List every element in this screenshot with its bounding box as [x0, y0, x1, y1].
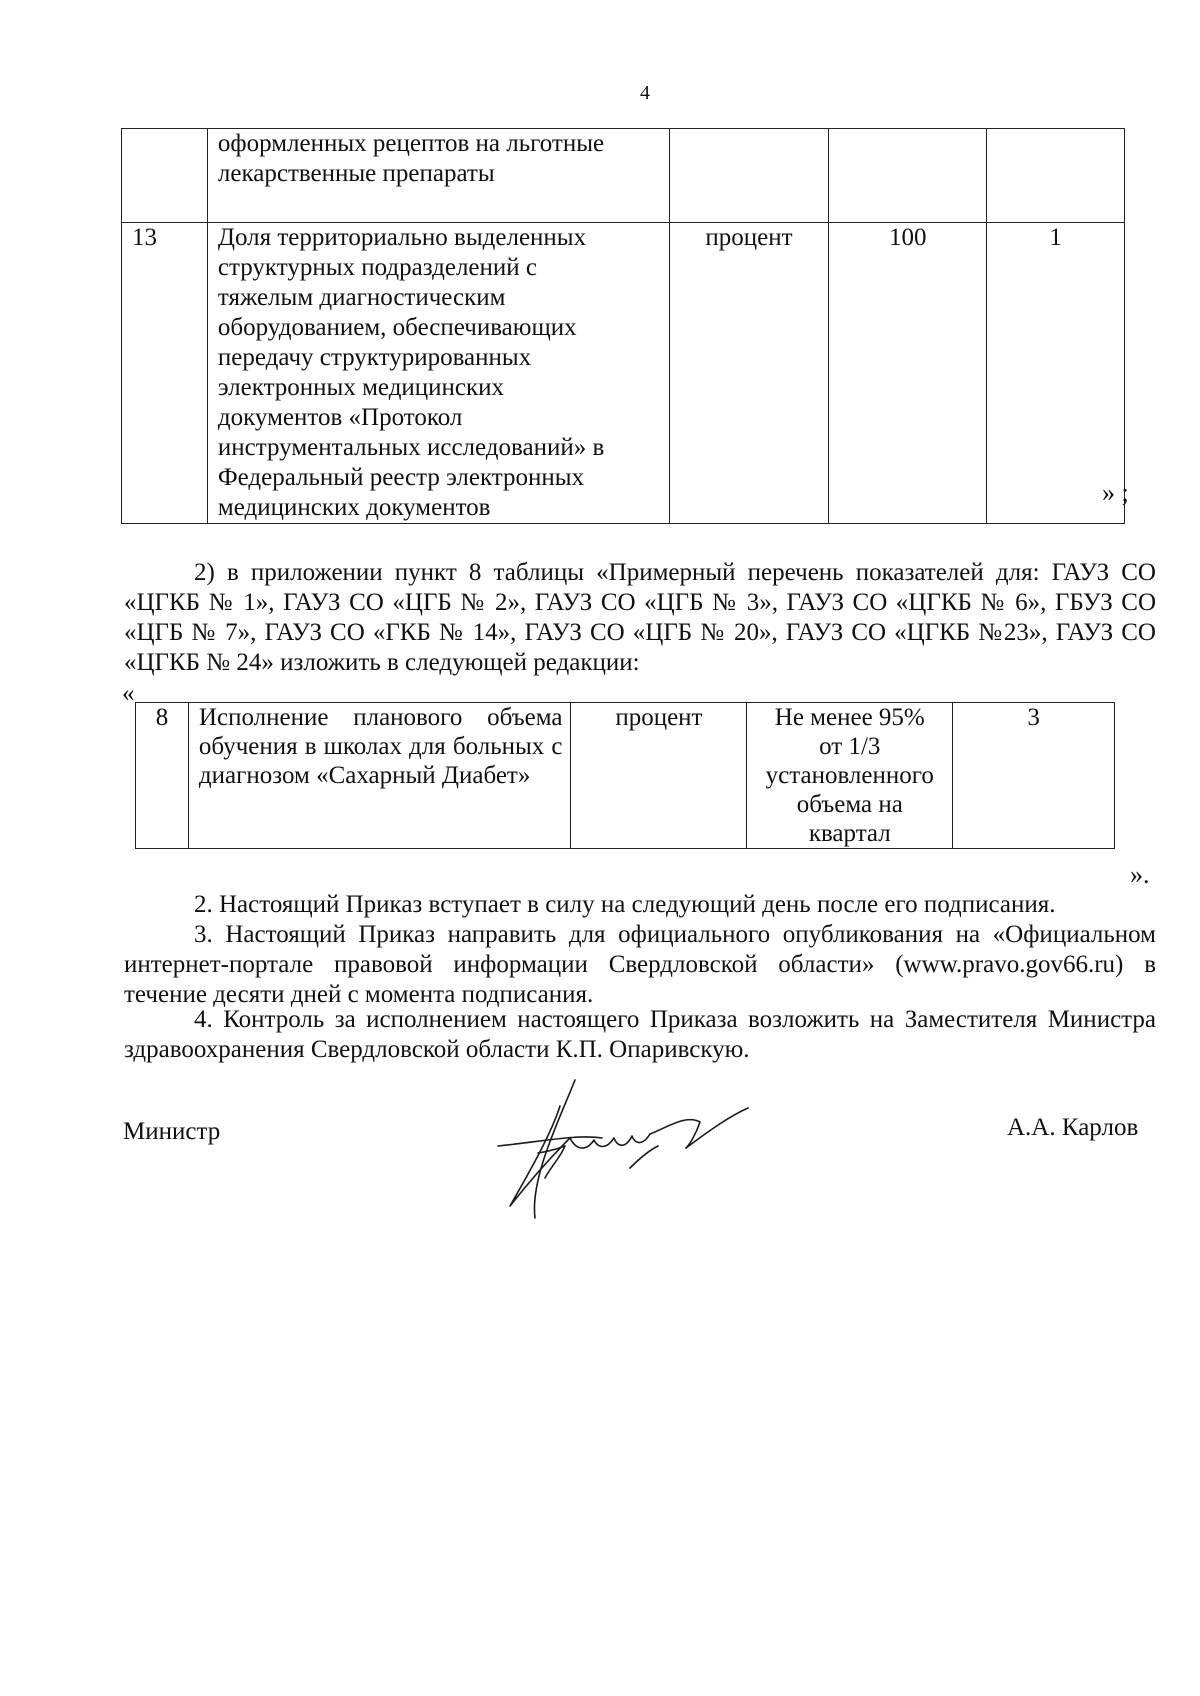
description-line: электронных медицинских [217, 374, 505, 401]
row-unit: процент [571, 703, 747, 849]
value-line: квартал [808, 820, 891, 847]
description-line: передачу структурированных [217, 344, 532, 371]
signatory-title: Министр [123, 1118, 221, 1145]
row-value [747, 703, 953, 849]
description-line: медицинских документов [217, 494, 491, 521]
description-line: лекарственные препараты [217, 160, 495, 187]
value-line: установленного [765, 762, 934, 789]
row-number: 13 [122, 223, 208, 524]
opening-quote: « [122, 680, 135, 707]
row-description: Исполнение планового объема обучения в школах для больных с диагнозом «Сахарный Диабет» [188, 703, 571, 849]
row-weight [987, 129, 1125, 223]
row-weight: 3 [953, 703, 1115, 849]
row-description [207, 223, 669, 524]
description-line: оформленных рецептов на льготные [217, 130, 605, 157]
description-line: документов «Протокол [217, 404, 463, 431]
value-line: объема на [796, 791, 903, 818]
amended-indicator-table [135, 702, 1115, 849]
value-line: Не менее 95% [774, 704, 925, 731]
row-unit: процент [669, 223, 829, 524]
description-line: Доля территориально выделенных [217, 224, 587, 251]
closing-quote: ». [1130, 860, 1150, 889]
signatory-name: А.А. Карлов [1007, 1114, 1139, 1141]
description-line: оборудованием, обеспечивающих [217, 314, 577, 341]
indicators-table-continuation [121, 128, 1125, 524]
table-row [136, 703, 1115, 849]
row-description [207, 129, 669, 223]
table-row [122, 129, 1125, 223]
paragraph-item-3: 3. Настоящий Приказ направить для официального опубликования на «Официальном интернет-портале правовой информации Свердловской области» (www.pravo.gov66.ru) в течение десяти дней с момента подписания. [124, 921, 1156, 1008]
paragraph-item-2: 2. Настоящий Приказ вступает в силу на следующий день после его подписания. [194, 891, 1056, 918]
row-weight: 1 [987, 223, 1125, 524]
paragraph-item-4: 4. Контроль за исполнением настоящего Приказа возложить на Заместителя Министра здравоохранения Свердловской области К.П. Опаривскую. [124, 1006, 1156, 1063]
row-unit [669, 129, 829, 223]
handwritten-signature [490, 1078, 790, 1228]
row-number: 8 [136, 703, 189, 849]
table-closing-quote: » ; [1102, 478, 1129, 507]
row-number [122, 129, 208, 223]
description-line: тяжелым диагностическим [217, 284, 506, 311]
description-line: структурных подразделений с [217, 254, 538, 281]
description-line: инструментальных исследований» в [217, 434, 605, 461]
page-number: 4 [640, 82, 650, 104]
table-row [122, 223, 1125, 524]
row-value [829, 129, 987, 223]
row-value: 100 [829, 223, 987, 524]
paragraph-amendment: 2) в приложении пункт 8 таблицы «Примерный перечень показателей для: ГАУЗ СО «ЦГКБ № 1», ГАУЗ СО «ЦГБ № 2», ГАУЗ СО «ЦГБ № 3», ГАУЗ СО «ЦГКБ № 6», ГБУЗ СО «ЦГБ № 7», ГАУЗ СО «ГКБ № 14», ГАУЗ СО «ЦГБ № 20», ГАУЗ СО «ЦГКБ №23», ГАУЗ СО «ЦГКБ № 24» изложить в следующей редакции: [124, 559, 1156, 676]
value-line: от 1/3 [819, 733, 881, 760]
description-line: Федеральный реестр электронных [217, 464, 585, 491]
